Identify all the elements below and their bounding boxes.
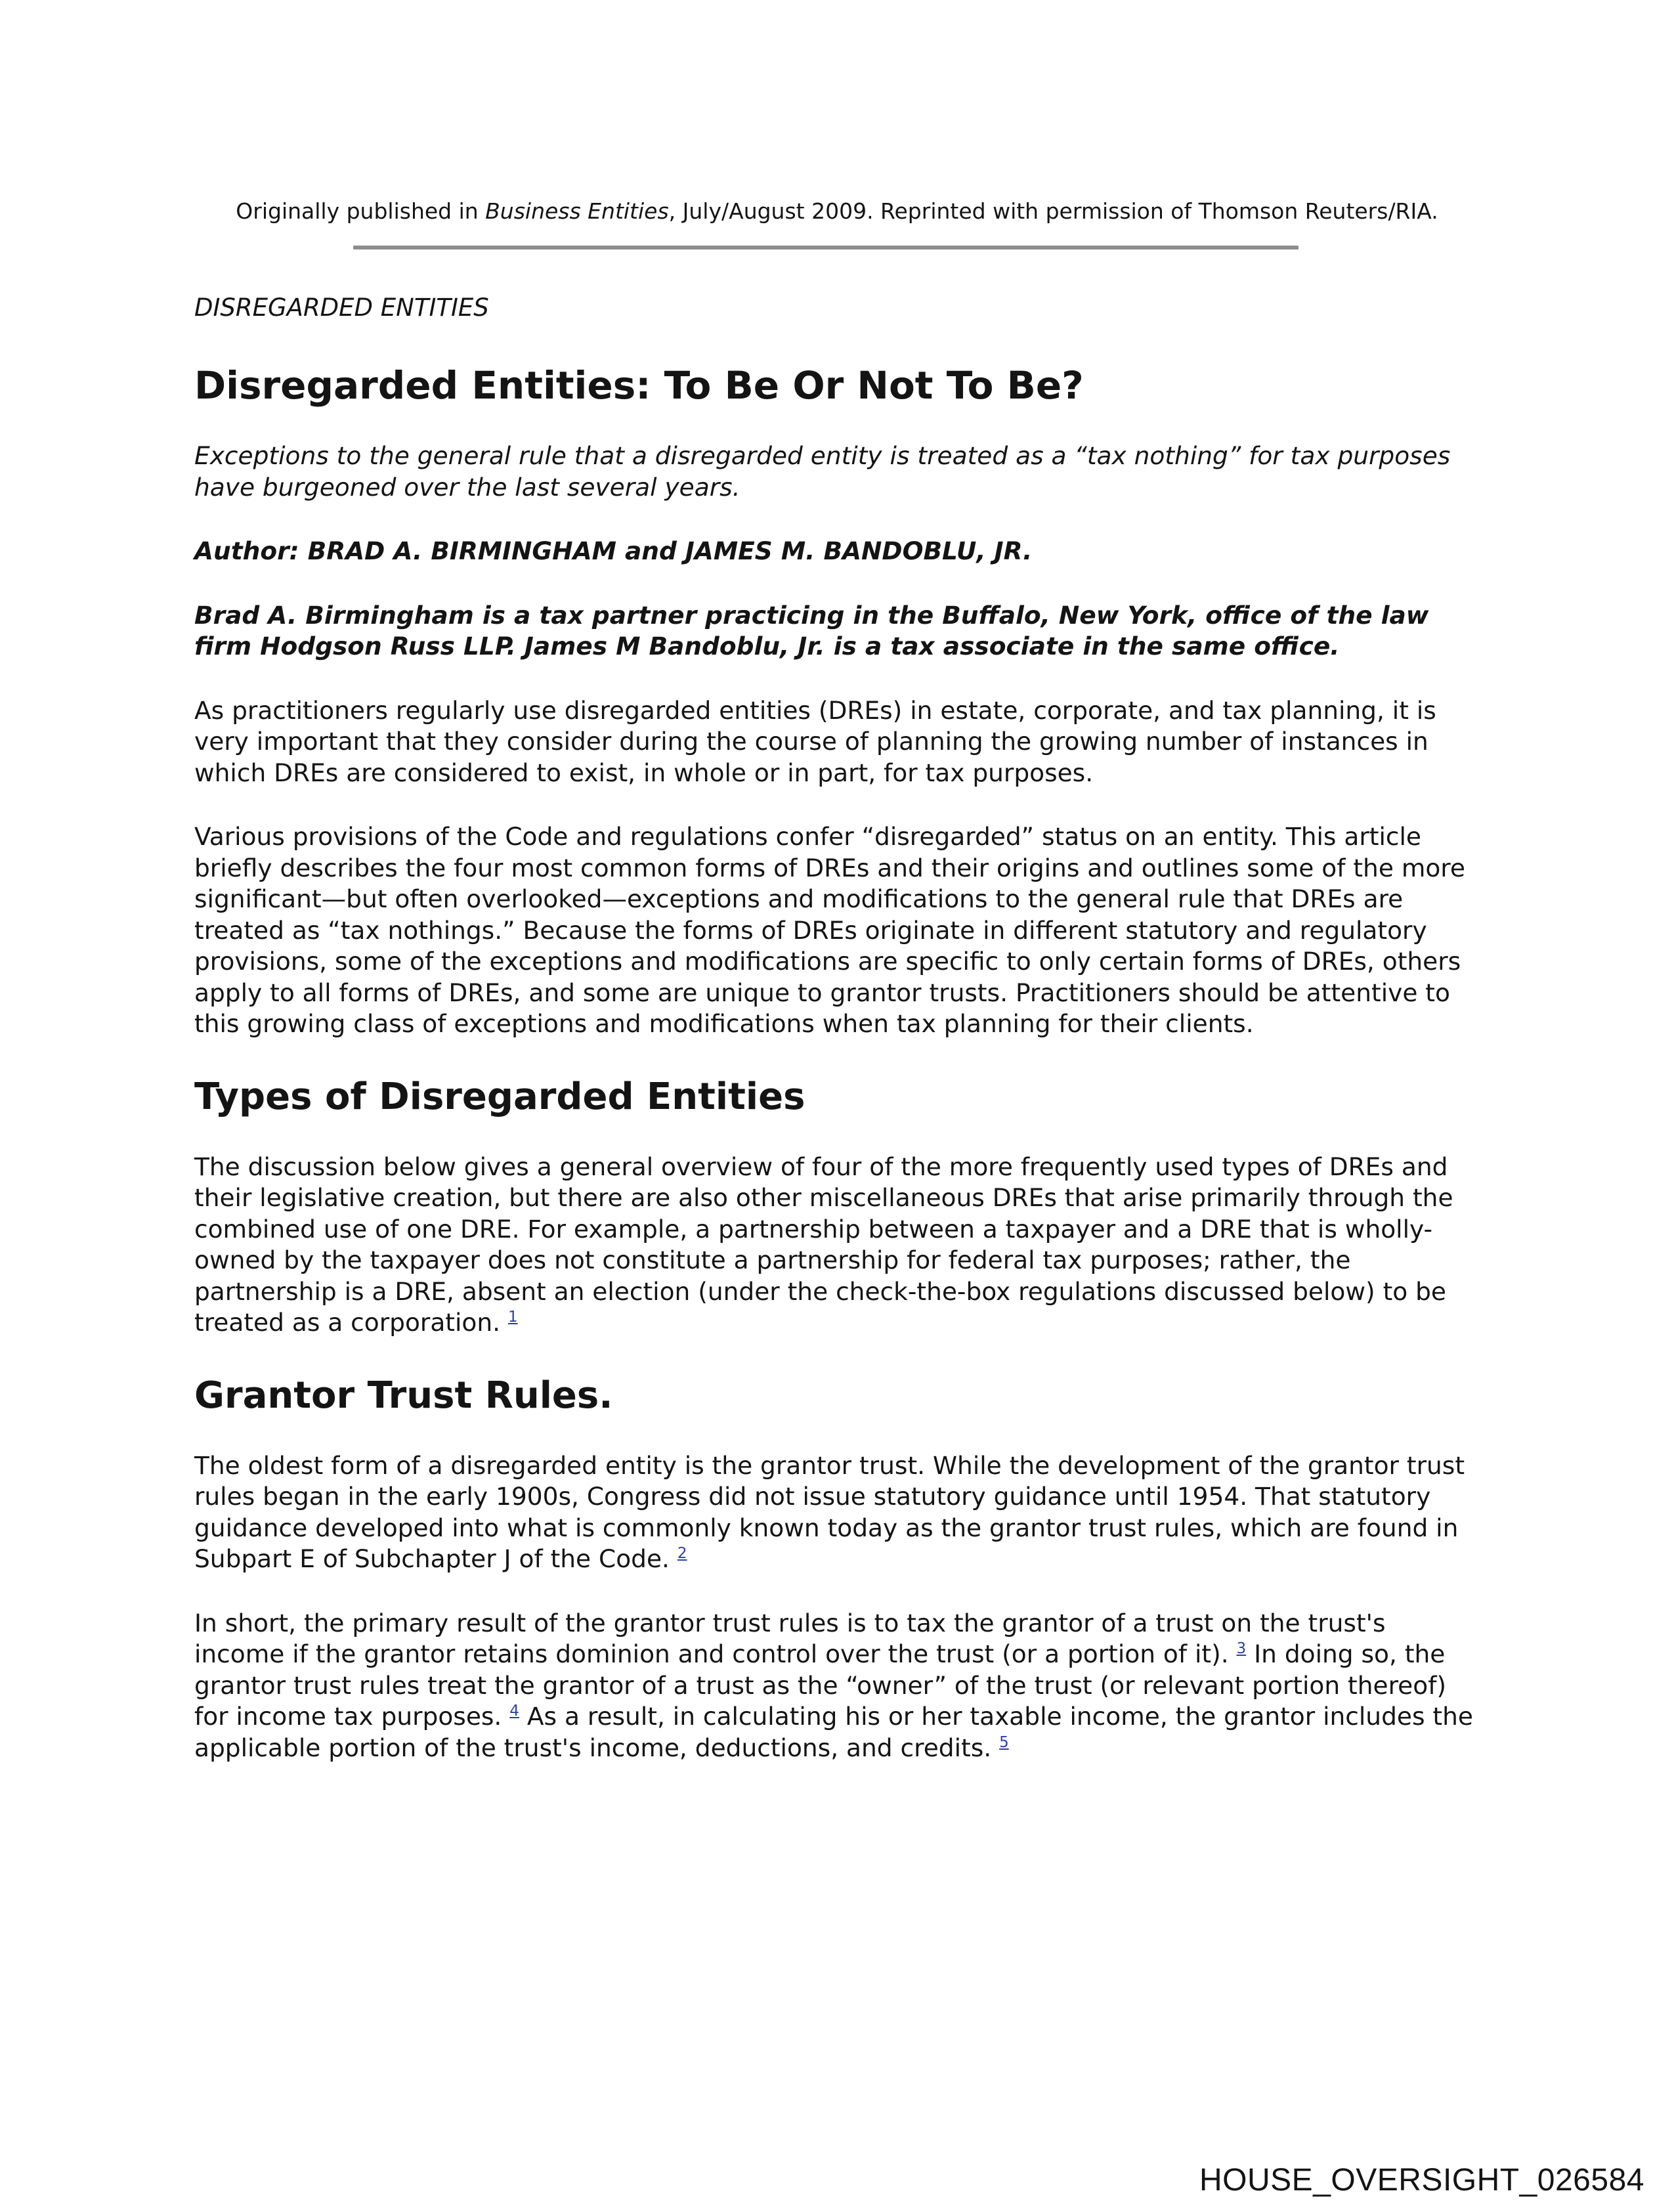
grantor-paragraph-2-part-a: In short, the primary result of the grantor trust rules is to tax the grantor of a trust on the trust's income if the grantor retains dominion and control over the trust (or a portion of it). (194, 1608, 1386, 1668)
footnote-link-4[interactable]: 4 (509, 1702, 519, 1720)
grantor-paragraph-1 (194, 1450, 1481, 1575)
intro-paragraph-1: As practitioners regularly use disregarded entities (DREs) in estate, corporate, and tax planning, it is very important that they consider during the course of planning the growing number of instances in which DREs are considered to exist, in whole or in part, for tax purposes. (194, 695, 1436, 787)
publication-name: Business Entities (485, 198, 669, 224)
section-heading-grantor-trust: Grantor Trust Rules. (194, 1374, 613, 1417)
header-divider (353, 246, 1298, 249)
article-author: Author: BRAD A. BIRMINGHAM and JAMES M. BANDOBLU, JR. (194, 536, 1033, 565)
author-bio: Brad A. Birmingham is a tax partner practicing in the Buffalo, New York, office of the law firm Hodgson Russ LLP. James M Bandoblu, Jr. is a tax associate in the same office. (194, 600, 1429, 661)
bates-number: HOUSE_OVERSIGHT_026584 (1199, 2163, 1644, 2198)
footnote-link-1[interactable]: 1 (507, 1309, 518, 1326)
footnote-link-5[interactable]: 5 (999, 1733, 1009, 1751)
grantor-paragraph-1-text: The oldest form of a disregarded entity is the grantor trust. While the development of the grantor trust rules began in the early 1900s, Congress did not issue statutory guidance until 1954. That statutory guidance developed into what is commonly known today as the grantor trust rules, which are found in Subpart E of Subchapter J of the Code. (194, 1450, 1465, 1573)
publication-note (0, 197, 1674, 226)
footnote-link-2[interactable]: 2 (677, 1545, 687, 1562)
article-deck: Exceptions to the general rule that a disregarded entity is treated as a “tax nothing” for tax purposes have burgeoned over the last several years. (194, 441, 1451, 502)
publication-note-suffix: , July/August 2009. Reprinted with permission of Thomson Reuters/RIA. (668, 198, 1438, 224)
section-heading-types: Types of Disregarded Entities (194, 1075, 805, 1118)
grantor-paragraph-2-part-b: In doing so, the grantor trust rules treat the grantor of a trust as the “owner” of the trust (or relevant portion thereof) for income tax purposes. (194, 1639, 1447, 1731)
article-body (194, 292, 1481, 1796)
types-paragraph-text: The discussion below gives a general overview of four of the more frequently used types of DREs and their legislative creation, but there are also other miscellaneous DREs that arise primarily through the combined use of one DRE. For example, a partnership between a taxpayer and a DRE that is wholly-owned by the taxpayer does not constitute a partnership for federal tax purposes; rather, the partnership is a DRE, absent an election (under the check-the-box regulations discussed below) to be treated as a corporation. (194, 1152, 1453, 1337)
types-paragraph (194, 1152, 1481, 1339)
grantor-paragraph-2-part-c: As a result, in calculating his or her taxable income, the grantor includes the applicable portion of the trust's income, deductions, and credits. (194, 1702, 1473, 1762)
intro-paragraph-2: Various provisions of the Code and regulations confer “disregarded” status on an entity. This article briefly describes the four most common forms of DREs and their origins and outlines some of the more significant—but often overlooked—exceptions and modifications to the general rule that DREs are treated as “tax nothings.” Because the forms of DREs originate in different statutory and regulatory provisions, some of the exceptions and modifications are specific to only certain forms of DREs, others apply to all forms of DREs, and some are unique to grantor trusts. Practitioners should be attentive to this growing class of exceptions and modifications when tax planning for their clients. (194, 822, 1465, 1038)
article-kicker: DISREGARDED ENTITIES (194, 293, 489, 322)
footnote-link-3[interactable]: 3 (1236, 1640, 1247, 1657)
publication-note-prefix: Originally published in (236, 198, 486, 224)
grantor-paragraph-2 (194, 1608, 1481, 1764)
article-title: Disregarded Entities: To Be Or Not To Be? (194, 363, 1084, 408)
